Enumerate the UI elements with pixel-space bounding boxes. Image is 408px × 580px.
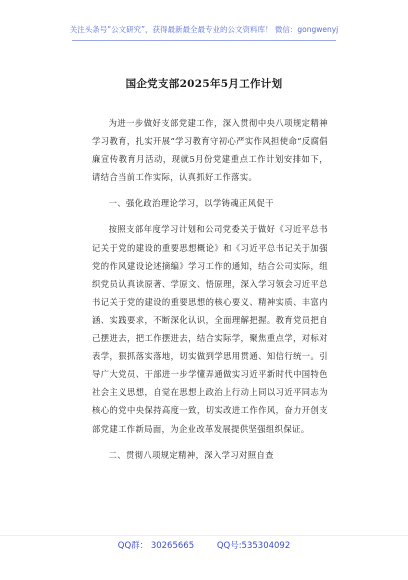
header-note: 关注头条号“公文研究”，获得最新最全最专业的公文资料库！ 微信：gongwenyj: [69, 25, 339, 34]
qq-number-text: QQ号:535304092: [216, 541, 291, 551]
header-divider: [72, 40, 336, 41]
section-heading-2: 二、贯彻八项规定精神，深入学习对照自查: [108, 449, 274, 460]
document-body: [92, 114, 328, 464]
section-heading-1: 一、强化政治理论学习，以学铸魂正风促干: [108, 198, 274, 209]
section-1-paragraph: 按照支部年度学习计划和公司党委关于做好《习近平总书记关于党的建设的重要思想概论》和《习近平总书记关于加强党的作风建设论述摘编》学习工作的通知，结合公司实际，组织党员认真读原著、学原文、悟原理，深入学习领会习近平总书记关于党的建设的重要思想的核心要义、精神实质、丰富内涵、实践要求，不断深化认识，全面理解把握。教育党员把自己摆进去，把工作摆进去，结合实际学，聚焦重点学，对标对表学，狠抓落实落地，切实做到学思用贯通、知信行统一。引导广大党员、干部进一步学懂弄通做实习近平新时代中国特色社会主义思想，自觉在思想上政治上行动上同以习近平同志为核心的党中央保持高度一致，切实改进工作作风，奋力开创支部党建工作新局面，为企业改革发展提供坚强组织保证。: [92, 224, 328, 434]
qq-group-text: QQ群： 30265665: [117, 541, 195, 551]
footer: [0, 539, 408, 551]
intro-paragraph: 为进一步做好支部党建工作，深入贯彻中央八项规定精神学习教育，扎实开展“学习教育守初心严实作风担使命”反腐倡廉宣传教育月活动，现就5月份党建重点工作计划安排如下，请结合当前工作实际，认真抓好工作落实。: [92, 118, 328, 183]
footer-divider: [0, 535, 408, 536]
document-title: 国企党支部2025年5月工作计划: [125, 78, 283, 90]
